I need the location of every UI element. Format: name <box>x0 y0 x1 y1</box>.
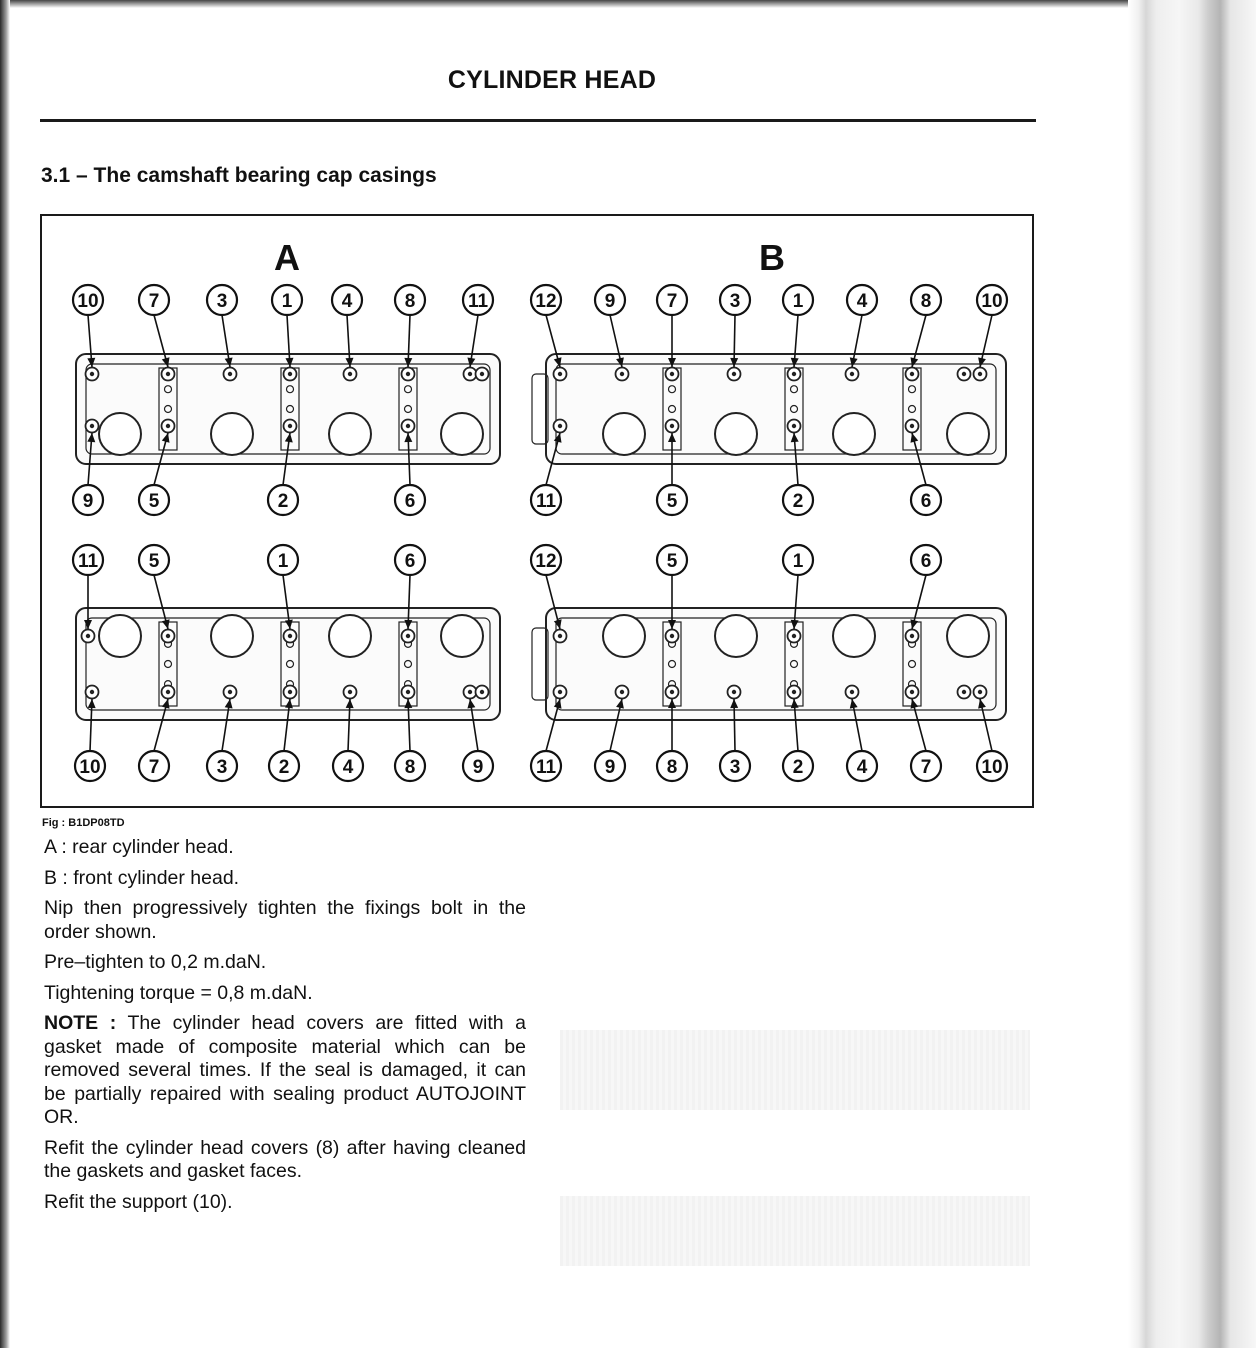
bolt-centre <box>732 690 736 694</box>
bleed-through-shade <box>560 1196 1030 1266</box>
sequence-number <box>911 751 941 781</box>
bolt-centre <box>670 690 674 694</box>
bolt-centre <box>166 424 170 428</box>
number-label: 8 <box>920 291 932 312</box>
text-pre-tighten: Pre–tighten to 0,2 m.daN. <box>44 951 267 973</box>
sequence-number <box>139 485 169 515</box>
number-label: 3 <box>216 291 228 312</box>
number-label: 4 <box>341 291 353 312</box>
sequence-number <box>269 751 299 781</box>
sequence-number <box>139 751 169 781</box>
bolt-centre <box>86 634 90 638</box>
bolt-centre <box>792 372 796 376</box>
sequence-number <box>657 751 687 781</box>
bolt-centre <box>910 690 914 694</box>
number-label: 3 <box>729 291 741 312</box>
figure-diagram <box>40 214 1034 808</box>
number-label: 11 <box>535 491 557 512</box>
number-label: 7 <box>666 291 678 312</box>
sequence-number <box>207 751 237 781</box>
bolt-centre <box>792 690 796 694</box>
bolt-centre <box>406 424 410 428</box>
bolt-centre <box>90 424 94 428</box>
number-label: 6 <box>404 491 416 512</box>
bolt-centre <box>792 424 796 428</box>
bolt-sequence-diagram <box>42 216 1032 806</box>
number-label: 5 <box>148 551 160 572</box>
sequence-number <box>333 751 363 781</box>
number-label: 11 <box>77 551 99 572</box>
page-binding-edge <box>1128 0 1256 1348</box>
cam-cap-casing <box>532 608 1006 720</box>
bolt-centre <box>910 424 914 428</box>
number-label: 8 <box>404 291 416 312</box>
bolt-centre <box>348 372 352 376</box>
text-nip: Nip then progressively tighten the fixings bolt in the order shown. <box>44 897 526 943</box>
note-label: NOTE : <box>44 1012 117 1034</box>
bleed-through-shade <box>560 1030 1030 1110</box>
bolt-centre <box>620 690 624 694</box>
number-label: 3 <box>729 757 741 778</box>
number-label: 9 <box>604 757 616 778</box>
number-label: 5 <box>666 491 678 512</box>
sequence-number <box>268 485 298 515</box>
sequence-number <box>911 545 941 575</box>
bolt-centre <box>468 690 472 694</box>
sequence-number <box>268 545 298 575</box>
label-a: A <box>274 237 300 278</box>
cam-cap-casing <box>532 354 1006 464</box>
cam-bore <box>329 413 371 455</box>
sequence-number <box>657 285 687 315</box>
number-label: 1 <box>792 551 804 572</box>
sequence-number <box>911 485 941 515</box>
section-heading: 3.1 – The camshaft bearing cap casings <box>41 164 437 187</box>
sequence-number <box>531 545 561 575</box>
cam-bore <box>99 615 141 657</box>
bolt-centre <box>288 690 292 694</box>
text-torque: Tightening torque = 0,8 m.daN. <box>44 981 313 1004</box>
cam-bore <box>603 615 645 657</box>
sequence-number <box>395 285 425 315</box>
sequence-number <box>332 285 362 315</box>
sequence-number <box>207 285 237 315</box>
sequence-number <box>657 485 687 515</box>
bolt-centre <box>670 634 674 638</box>
bolt-centre <box>90 690 94 694</box>
bolt-centre <box>910 372 914 376</box>
cam-bore <box>603 413 645 455</box>
bolt-centre <box>978 690 982 694</box>
number-label: 8 <box>404 757 416 778</box>
text-line-a: A : rear cylinder head. <box>44 836 234 858</box>
bolt-centre <box>910 634 914 638</box>
cam-bore <box>211 615 253 657</box>
sequence-number <box>783 751 813 781</box>
sequence-number <box>720 751 750 781</box>
number-label: 10 <box>981 291 1003 312</box>
cam-bore <box>947 413 989 455</box>
page-title: CYLINDER HEAD <box>447 66 657 94</box>
sequence-number <box>463 751 493 781</box>
sequence-number <box>395 751 425 781</box>
number-label: 6 <box>920 491 932 512</box>
bolt-centre <box>166 634 170 638</box>
sequence-number <box>783 485 813 515</box>
sequence-number <box>531 485 561 515</box>
number-label: 6 <box>920 551 932 572</box>
bolt-centre <box>558 634 562 638</box>
sequence-number <box>783 545 813 575</box>
sequence-number <box>847 751 877 781</box>
number-label: 4 <box>342 757 354 778</box>
number-label: 12 <box>535 291 557 312</box>
sequence-number <box>720 285 750 315</box>
bolt-centre <box>288 424 292 428</box>
sequence-number <box>75 751 105 781</box>
sequence-number <box>139 285 169 315</box>
cam-bore <box>211 413 253 455</box>
bolt-centre <box>558 372 562 376</box>
figure-caption: Fig : B1DP08TD <box>42 817 125 829</box>
sequence-number <box>847 285 877 315</box>
scan-edge-top <box>0 0 1256 8</box>
number-label: 1 <box>281 291 293 312</box>
bolt-centre <box>348 690 352 694</box>
cam-bore <box>833 413 875 455</box>
cam-bore <box>329 615 371 657</box>
bolt-centre <box>792 634 796 638</box>
sequence-number <box>977 751 1007 781</box>
bolt-centre <box>850 690 854 694</box>
number-label: 2 <box>277 491 289 512</box>
sequence-number <box>463 285 493 315</box>
number-label: 10 <box>77 291 99 312</box>
bolt-centre <box>962 690 966 694</box>
bolt-centre <box>850 372 854 376</box>
number-label: 2 <box>278 757 290 778</box>
cam-bore <box>833 615 875 657</box>
note-body: The cylinder head covers are fitted with a gasket made of composite material which can be removed several times. If the seal is damaged, it can be partially repaired with sealing product AUTOJOINT OR. <box>44 1012 526 1128</box>
bolt-centre <box>670 424 674 428</box>
number-label: 5 <box>148 491 160 512</box>
cam-bore <box>947 615 989 657</box>
note-paragraph <box>44 1012 526 1130</box>
sequence-number <box>595 285 625 315</box>
bolt-centre <box>90 372 94 376</box>
sequence-number <box>395 545 425 575</box>
number-label: 4 <box>856 757 868 778</box>
cam-bore <box>715 615 757 657</box>
bolt-centre <box>468 372 472 376</box>
bolt-centre <box>558 690 562 694</box>
bolt-centre <box>670 372 674 376</box>
bolt-centre <box>228 372 232 376</box>
casing-drawings <box>76 354 1006 720</box>
bolt-centre <box>288 634 292 638</box>
sequence-number <box>73 285 103 315</box>
sequence-number <box>73 485 103 515</box>
text-refit-support: Refit the support (10). <box>44 1190 233 1213</box>
number-label: 6 <box>404 551 416 572</box>
sequence-number <box>531 751 561 781</box>
number-label: 9 <box>472 757 484 778</box>
number-label: 3 <box>216 757 228 778</box>
number-label: 10 <box>981 757 1003 778</box>
sequence-number <box>73 545 103 575</box>
sequence-number <box>531 285 561 315</box>
bolt-centre <box>406 690 410 694</box>
bolt-centre <box>166 372 170 376</box>
header-rule <box>40 119 1036 122</box>
cam-bore <box>99 413 141 455</box>
number-label: 5 <box>666 551 678 572</box>
bolt-centre <box>166 690 170 694</box>
bolt-centre <box>288 372 292 376</box>
bolt-centre <box>480 372 484 376</box>
bolt-centre <box>620 372 624 376</box>
cam-bore <box>441 413 483 455</box>
sequence-number <box>783 285 813 315</box>
number-label: 1 <box>792 291 804 312</box>
number-label: 10 <box>79 757 101 778</box>
number-label: 7 <box>148 757 160 778</box>
scan-edge-left <box>0 0 10 1348</box>
number-label: 7 <box>148 291 160 312</box>
number-label: 11 <box>535 757 557 778</box>
cam-bore <box>715 413 757 455</box>
number-label: 9 <box>604 291 616 312</box>
bolt-centre <box>978 372 982 376</box>
number-label: 11 <box>467 291 489 312</box>
sequence-number <box>595 751 625 781</box>
bolt-centre <box>480 690 484 694</box>
number-label: 2 <box>792 491 804 512</box>
number-label: 7 <box>920 757 932 778</box>
instructions <box>44 836 526 1221</box>
bolt-centre <box>406 372 410 376</box>
number-label: 8 <box>666 757 678 778</box>
sequence-number <box>139 545 169 575</box>
text-line-b: B : front cylinder head. <box>44 866 240 889</box>
label-b: B <box>759 237 785 278</box>
sequence-number <box>911 285 941 315</box>
number-label: 2 <box>792 757 804 778</box>
number-label: 12 <box>535 551 557 572</box>
cam-bore <box>441 615 483 657</box>
sequence-number <box>395 485 425 515</box>
number-label: 1 <box>277 551 289 572</box>
sequence-number <box>272 285 302 315</box>
number-label: 4 <box>856 291 868 312</box>
sequence-number <box>977 285 1007 315</box>
bolt-centre <box>558 424 562 428</box>
bolt-centre <box>406 634 410 638</box>
bolt-centre <box>962 372 966 376</box>
text-refit-covers: Refit the cylinder head covers (8) after having cleaned the gaskets and gasket faces. <box>44 1136 526 1182</box>
sequence-number <box>657 545 687 575</box>
number-label: 9 <box>82 491 94 512</box>
bolt-centre <box>228 690 232 694</box>
bolt-centre <box>732 372 736 376</box>
